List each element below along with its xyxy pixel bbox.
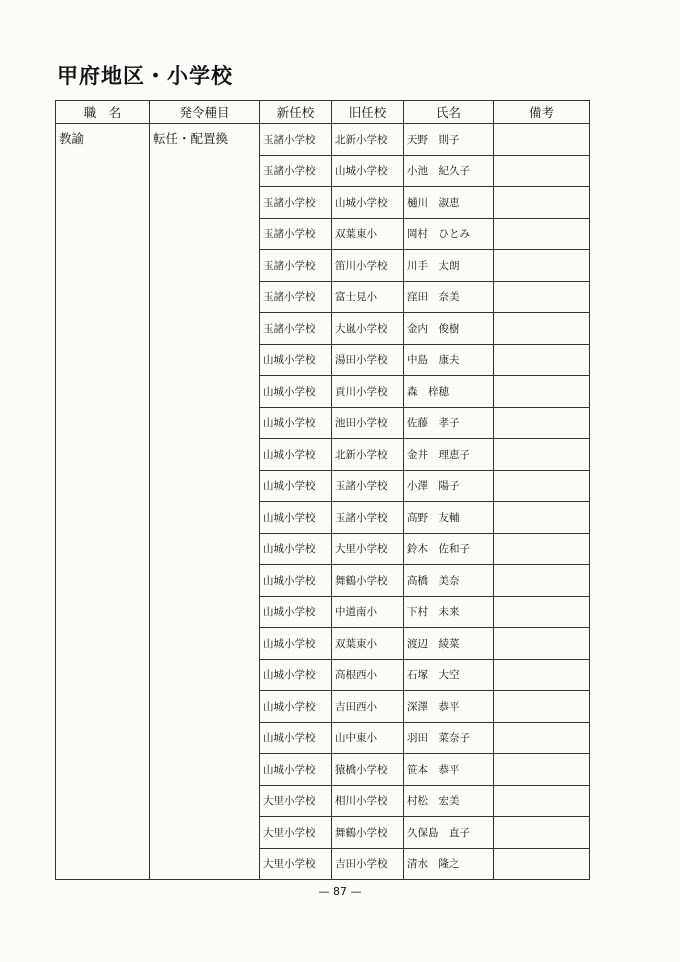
remarks-cell: [494, 848, 590, 880]
table-row: [56, 124, 590, 156]
remarks-cell: [494, 124, 590, 156]
header-old-school: 旧任校: [332, 101, 404, 124]
old-school-cell: 貢川小学校: [332, 376, 404, 408]
new-school-cell: 山城小学校: [260, 533, 332, 565]
name-cell: 小池 紀久子: [404, 155, 494, 187]
old-school-cell: 猿橋小学校: [332, 754, 404, 786]
name-cell: 中島 康夫: [404, 344, 494, 376]
name-cell: 金内 俊樹: [404, 313, 494, 345]
new-school-cell: 山城小学校: [260, 659, 332, 691]
remarks-cell: [494, 754, 590, 786]
position-cell: 教諭: [56, 124, 150, 880]
new-school-cell: 山城小学校: [260, 439, 332, 471]
remarks-cell: [494, 281, 590, 313]
personnel-table: [55, 100, 590, 880]
new-school-cell: 大里小学校: [260, 848, 332, 880]
remarks-cell: [494, 344, 590, 376]
name-cell: 鈴木 佐和子: [404, 533, 494, 565]
new-school-cell: 玉諸小学校: [260, 155, 332, 187]
old-school-cell: 舞鶴小学校: [332, 565, 404, 597]
remarks-cell: [494, 722, 590, 754]
new-school-cell: 山城小学校: [260, 691, 332, 723]
old-school-cell: 山城小学校: [332, 155, 404, 187]
new-school-cell: 大里小学校: [260, 817, 332, 849]
name-cell: 村松 宏美: [404, 785, 494, 817]
header-name: 氏名: [404, 101, 494, 124]
remarks-cell: [494, 470, 590, 502]
old-school-cell: 大里小学校: [332, 533, 404, 565]
name-cell: 佐藤 孝子: [404, 407, 494, 439]
name-cell: 樋川 淑恵: [404, 187, 494, 219]
name-cell: 高橋 美奈: [404, 565, 494, 597]
old-school-cell: 相川小学校: [332, 785, 404, 817]
page-title: 甲府地区・小学校: [57, 64, 233, 88]
name-cell: 窪田 奈美: [404, 281, 494, 313]
old-school-cell: 吉田西小: [332, 691, 404, 723]
remarks-cell: [494, 691, 590, 723]
remarks-cell: [494, 313, 590, 345]
old-school-cell: 池田小学校: [332, 407, 404, 439]
old-school-cell: 富士見小: [332, 281, 404, 313]
name-cell: 渡辺 綾菜: [404, 628, 494, 660]
remarks-cell: [494, 565, 590, 597]
new-school-cell: 山城小学校: [260, 628, 332, 660]
old-school-cell: 高根西小: [332, 659, 404, 691]
name-cell: 岡村 ひとみ: [404, 218, 494, 250]
old-school-cell: 玉諸小学校: [332, 502, 404, 534]
header-new-school: 新任校: [260, 101, 332, 124]
new-school-cell: 山城小学校: [260, 502, 332, 534]
remarks-cell: [494, 502, 590, 534]
name-cell: 石塚 大空: [404, 659, 494, 691]
remarks-cell: [494, 659, 590, 691]
old-school-cell: 大嵐小学校: [332, 313, 404, 345]
name-cell: 小澤 陽子: [404, 470, 494, 502]
remarks-cell: [494, 376, 590, 408]
new-school-cell: 山城小学校: [260, 565, 332, 597]
remarks-cell: [494, 155, 590, 187]
remarks-cell: [494, 628, 590, 660]
old-school-cell: 山中東小: [332, 722, 404, 754]
old-school-cell: 湯田小学校: [332, 344, 404, 376]
remarks-cell: [494, 439, 590, 471]
name-cell: 川手 太朗: [404, 250, 494, 282]
remarks-cell: [494, 785, 590, 817]
remarks-cell: [494, 187, 590, 219]
name-cell: 森 梓穂: [404, 376, 494, 408]
old-school-cell: 笛川小学校: [332, 250, 404, 282]
new-school-cell: 玉諸小学校: [260, 313, 332, 345]
new-school-cell: 玉諸小学校: [260, 218, 332, 250]
header-position: 職 名: [56, 101, 150, 124]
old-school-cell: 双葉東小: [332, 628, 404, 660]
new-school-cell: 大里小学校: [260, 785, 332, 817]
new-school-cell: 玉諸小学校: [260, 187, 332, 219]
old-school-cell: 玉諸小学校: [332, 470, 404, 502]
remarks-cell: [494, 407, 590, 439]
name-cell: 清水 隆之: [404, 848, 494, 880]
remarks-cell: [494, 533, 590, 565]
new-school-cell: 山城小学校: [260, 344, 332, 376]
old-school-cell: 双葉東小: [332, 218, 404, 250]
new-school-cell: 山城小学校: [260, 376, 332, 408]
new-school-cell: 山城小学校: [260, 407, 332, 439]
remarks-cell: [494, 596, 590, 628]
new-school-cell: 玉諸小学校: [260, 281, 332, 313]
name-cell: 下村 未来: [404, 596, 494, 628]
remarks-cell: [494, 250, 590, 282]
old-school-cell: 北新小学校: [332, 124, 404, 156]
new-school-cell: 玉諸小学校: [260, 124, 332, 156]
new-school-cell: 山城小学校: [260, 596, 332, 628]
header-order-type: 発令種目: [150, 101, 260, 124]
remarks-cell: [494, 218, 590, 250]
old-school-cell: 北新小学校: [332, 439, 404, 471]
new-school-cell: 山城小学校: [260, 470, 332, 502]
new-school-cell: 玉諸小学校: [260, 250, 332, 282]
old-school-cell: 吉田小学校: [332, 848, 404, 880]
name-cell: 羽田 菜奈子: [404, 722, 494, 754]
old-school-cell: 山城小学校: [332, 187, 404, 219]
name-cell: 金井 理恵子: [404, 439, 494, 471]
order-type-cell: 転任・配置換: [150, 124, 260, 880]
header-remarks: 備考: [494, 101, 590, 124]
name-cell: 天野 則子: [404, 124, 494, 156]
old-school-cell: 舞鶴小学校: [332, 817, 404, 849]
name-cell: 深澤 恭平: [404, 691, 494, 723]
page-number: — 87 —: [318, 885, 362, 898]
remarks-cell: [494, 817, 590, 849]
new-school-cell: 山城小学校: [260, 722, 332, 754]
name-cell: 高野 友輔: [404, 502, 494, 534]
table-header-row: [56, 101, 590, 124]
name-cell: 久保島 直子: [404, 817, 494, 849]
name-cell: 笹本 恭平: [404, 754, 494, 786]
old-school-cell: 中道南小: [332, 596, 404, 628]
new-school-cell: 山城小学校: [260, 754, 332, 786]
